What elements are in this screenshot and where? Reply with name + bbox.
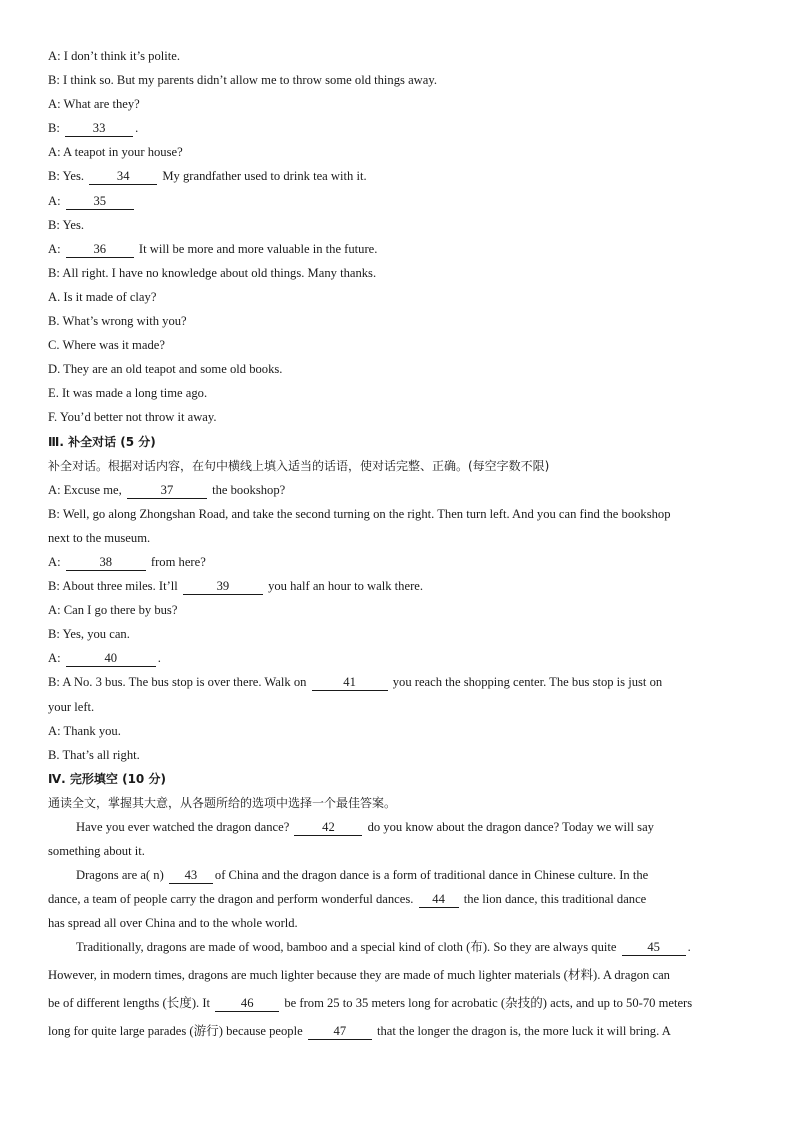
dialogue-text: .	[135, 121, 139, 136]
dialogue-text: B: I think so. But my parents didn’t allow me to throw some old things away.	[48, 73, 437, 88]
passage-line	[48, 1016, 748, 1046]
dialogue-line: your left.	[48, 699, 95, 714]
answer-blank-43[interactable]: 43	[169, 868, 213, 884]
dialogue-line	[48, 526, 748, 550]
dialogue-line	[48, 92, 748, 116]
passage-text: that the longer the dragon is, the more luck it will bring. A	[373, 1023, 671, 1038]
passage-text: be of different lengths (长度). It	[48, 995, 214, 1010]
answer-blank-38[interactable]: 38	[66, 555, 146, 571]
dialogue-text: A:	[48, 241, 64, 256]
dialogue-line	[48, 670, 748, 694]
passage-text: .	[687, 940, 691, 955]
dialogue-text: It will be more and more valuable in the future.	[135, 241, 378, 256]
dialogue-line	[48, 213, 748, 237]
dialogue-section-2	[48, 44, 748, 430]
section-instruction: 补全对话。根据对话内容，在句中横线上填入适当的话语，使对话完整、正确。(每空字数不限)	[48, 458, 550, 473]
passage-text: dance, a team of people carry the dragon and perform wonderful dances.	[48, 892, 417, 907]
dialogue-text: A: A teapot in your house?	[48, 145, 183, 160]
section-heading: Ⅳ. 完形填空 (10 分)	[48, 771, 166, 786]
dialogue-text: from here?	[147, 554, 206, 569]
answer-blank-33[interactable]: 33	[65, 121, 133, 137]
dialogue-line	[48, 502, 748, 526]
dialogue-text: A: I don’t think it’s polite.	[48, 49, 181, 63]
dialogue-text: B:	[48, 121, 64, 136]
dialogue-line: B. That’s all right.	[48, 747, 140, 762]
dialogue-line	[48, 261, 748, 285]
answer-blank-41[interactable]: 41	[312, 675, 388, 691]
section-instruction: 通读全文，掌握其大意，从各题所给的选项中选择一个最佳答案。	[48, 795, 397, 810]
dialogue-text: B: Yes.	[48, 169, 88, 184]
option-item: B. What’s wrong with you?	[48, 314, 187, 329]
dialogue-text: you reach the shopping center. The bus stop is just on	[389, 675, 663, 690]
dialogue-text: My grandfather used to drink tea with it.	[159, 169, 367, 184]
passage-text: Traditionally, dragons are made of wood, bamboo and a special kind of cloth (布). So they are always quite	[76, 940, 620, 955]
answer-blank-37[interactable]: 37	[127, 483, 207, 499]
dialogue-text: A: Excuse me,	[48, 482, 125, 497]
dialogue-line	[48, 140, 748, 164]
answer-blank-46[interactable]: 46	[215, 996, 279, 1012]
section-cloze	[48, 767, 748, 1046]
dialogue-text: A:	[48, 651, 64, 666]
dialogue-line	[48, 164, 748, 188]
dialogue-line	[48, 646, 748, 670]
dialogue-text: you half an hour to walk there.	[264, 579, 423, 594]
dialogue-text: B: Yes.	[48, 217, 85, 232]
dialogue-text: the bookshop?	[208, 482, 286, 497]
dialogue-line	[48, 550, 748, 574]
dialogue-line	[48, 68, 748, 92]
option-item: E. It was made a long time ago.	[48, 386, 208, 401]
option-item: D. They are an old teapot and some old books.	[48, 362, 283, 377]
passage-text: the lion dance, this traditional dance	[460, 892, 647, 907]
passage-line	[48, 863, 748, 887]
answer-blank-45[interactable]: 45	[622, 940, 686, 956]
passage-line: something about it.	[48, 844, 145, 859]
section-complete-dialogue	[48, 430, 748, 767]
passage-text: Have you ever watched the dragon dance?	[76, 820, 293, 834]
answer-blank-36[interactable]: 36	[66, 242, 134, 258]
dialogue-line: A: Can I go there by bus?	[48, 603, 178, 618]
passage-line: has spread all over China and to the whole world.	[48, 916, 298, 931]
dialogue-text: B: A No. 3 bus. The bus stop is over there. Walk on	[48, 675, 310, 690]
answer-blank-39[interactable]: 39	[183, 579, 263, 595]
answer-blank-40[interactable]: 40	[66, 651, 156, 667]
passage-line: However, in modern times, dragons are much lighter because they are made of much lighter materials (材料). A dragon can	[48, 967, 670, 982]
passage-line	[48, 935, 748, 959]
dialogue-text: A:	[48, 554, 64, 569]
answer-blank-42[interactable]: 42	[294, 820, 362, 836]
passage-line	[48, 990, 748, 1016]
dialogue-text: A: What are they?	[48, 97, 140, 112]
option-item: F. You’d better not throw it away.	[48, 410, 217, 425]
dialogue-line	[48, 237, 748, 261]
dialogue-text: next to the museum.	[48, 530, 151, 545]
answer-blank-47[interactable]: 47	[308, 1024, 372, 1040]
passage-text: do you know about the dragon dance? Today we will say	[364, 820, 654, 834]
option-item: A. Is it made of clay?	[48, 289, 157, 304]
answer-blank-44[interactable]: 44	[419, 892, 459, 908]
passage-text: of China and the dragon dance is a form of traditional dance in Chinese culture. In the	[214, 868, 649, 883]
dialogue-line	[48, 116, 748, 140]
passage-text: be from 25 to 35 meters long for acrobatic (杂技的) acts, and up to 50-70 meters	[281, 995, 693, 1010]
passage-text: long for quite large parades (游行) because people	[48, 1023, 306, 1038]
dialogue-text: B: Well, go along Zhongshan Road, and take the second turning on the right. Then turn left. And you can find the bookshop	[48, 506, 671, 521]
answer-blank-35[interactable]: 35	[66, 194, 134, 210]
dialogue-line	[48, 189, 748, 213]
dialogue-line	[48, 478, 748, 502]
passage-text: Dragons are a( n)	[76, 868, 167, 883]
dialogue-line	[48, 574, 748, 598]
passage-line	[48, 887, 748, 911]
section-heading: Ⅲ. 补全对话 (5 分)	[48, 434, 156, 449]
passage-line	[48, 815, 748, 839]
dialogue-line: B: Yes, you can.	[48, 627, 130, 642]
dialogue-line	[48, 44, 748, 68]
option-item: C. Where was it made?	[48, 338, 165, 353]
dialogue-text: A:	[48, 193, 64, 208]
document-page	[48, 44, 748, 1046]
dialogue-text: B: All right. I have no knowledge about old things. Many thanks.	[48, 265, 377, 280]
dialogue-text: B: About three miles. It’ll	[48, 579, 181, 594]
dialogue-text: .	[157, 651, 161, 666]
dialogue-line: A: Thank you.	[48, 723, 121, 738]
answer-blank-34[interactable]: 34	[89, 169, 157, 185]
